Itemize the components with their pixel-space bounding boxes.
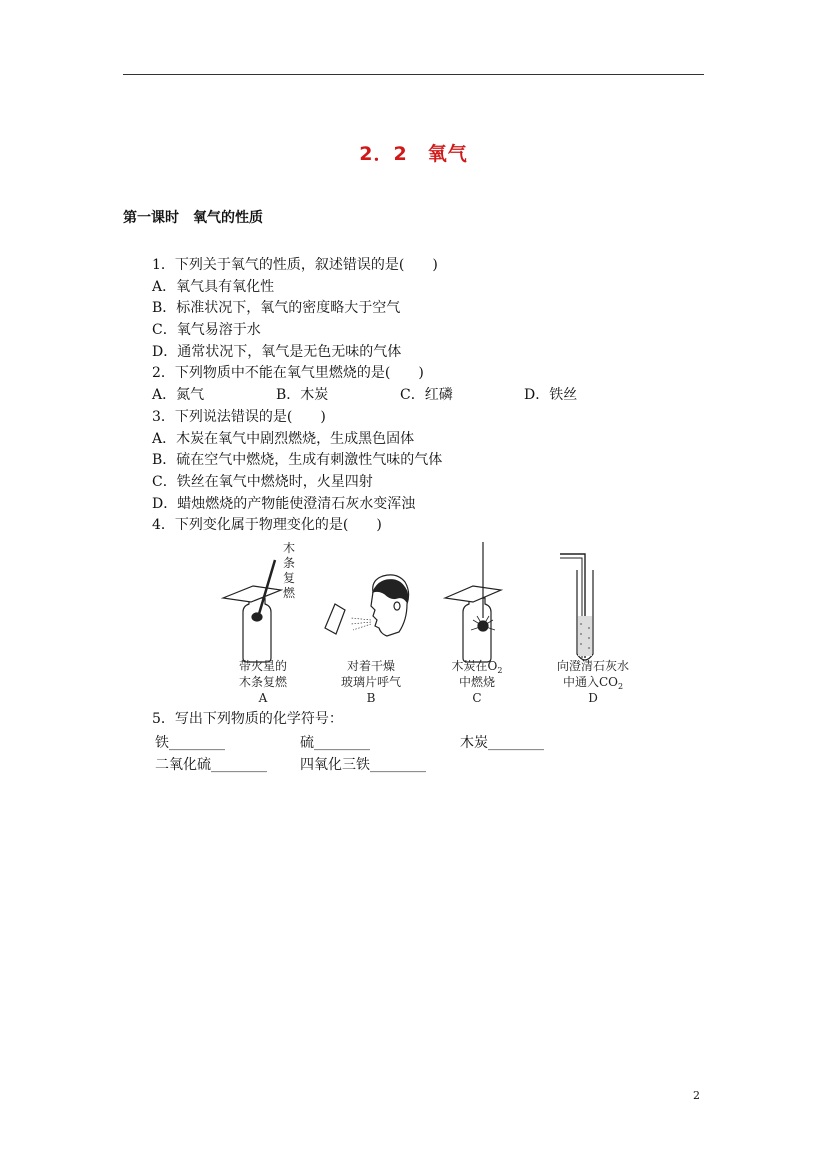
question-5-row-2 — [155, 755, 426, 775]
page-number: 2 — [693, 1089, 700, 1102]
question-2-option-d: D．铁丝 — [524, 387, 578, 403]
question-1-stem: 1．下列关于氧气的性质，叙述错误的是( ) — [152, 257, 438, 273]
panel-a-caption-2: 木条复燃 — [238, 675, 288, 689]
panel-c-letter: C — [472, 691, 482, 705]
panel-b-illustration — [325, 575, 409, 636]
header-rule — [123, 74, 704, 75]
panel-c-caption-1-sub: 2 — [497, 666, 503, 675]
splint-label-1: 木 — [283, 541, 296, 555]
question-2-stem: 2．下列物质中不能在氧气里燃烧的是( ) — [152, 365, 424, 381]
question-1-option-b: B．标准状况下，氧气的密度略大于空气 — [152, 300, 401, 316]
panel-d-illustration — [560, 554, 593, 660]
question-1-option-d: D．通常状况下，氧气是无色无味的气体 — [152, 344, 402, 360]
panel-b-letter: B — [366, 691, 376, 705]
question-3-stem: 3．下列说法错误的是( ) — [152, 409, 326, 425]
panel-c-caption-2: 中燃烧 — [458, 675, 496, 689]
panel-a-caption-1: 带火星的 — [238, 659, 288, 673]
question-3-option-b: B．硫在空气中燃烧，生成有刺激性气味的气体 — [152, 452, 443, 468]
panel-d-caption-1: 向澄清石灰水 — [556, 659, 630, 673]
panel-b-caption-1: 对着干燥 — [346, 659, 396, 673]
question-2-option-c: C．红磷 — [400, 387, 453, 403]
question-2-options — [152, 385, 577, 405]
question-1-option-a: A．氧气具有氧化性 — [152, 279, 275, 295]
question-2-option-a: A．氮气 — [152, 387, 205, 403]
splint-label-2: 条 — [283, 556, 296, 570]
question-4-stem: 4．下列变化属于物理变化的是( ) — [152, 517, 382, 533]
question-5-row-1 — [155, 733, 544, 753]
panel-c-caption-1-main: 木炭在O — [451, 659, 498, 673]
blank-sulfur[interactable]: 硫________ — [300, 735, 370, 751]
section-heading: 第一课时 氧气的性质 — [123, 210, 263, 226]
question-5-stem: 5．写出下列物质的化学符号： — [152, 711, 343, 727]
panel-d-caption-2 — [563, 674, 623, 691]
blank-ferrosoferric-oxide[interactable]: 四氧化三铁________ — [300, 757, 426, 773]
panel-a-illustration — [223, 560, 281, 662]
experiment-figure — [215, 540, 675, 710]
question-3-option-c: C．铁丝在氧气中燃烧时，火星四射 — [152, 474, 373, 490]
blank-iron[interactable]: 铁________ — [155, 735, 225, 751]
splint-label-4: 燃 — [283, 586, 296, 600]
panel-b-caption-2: 玻璃片呼气 — [340, 675, 402, 689]
panel-d-letter: D — [588, 691, 598, 705]
question-3-option-a: A．木炭在氧气中剧烈燃烧，生成黑色固体 — [152, 431, 415, 447]
panel-d-caption-2-sub: 2 — [617, 682, 624, 691]
panel-c-illustration — [445, 542, 501, 662]
question-3-option-d: D．蜡烛燃烧的产物能使澄清石灰水变浑浊 — [152, 496, 416, 512]
splint-label-3: 复 — [283, 571, 296, 585]
question-2-option-b: B．木炭 — [276, 387, 329, 403]
page-title: 2．2 氧气 — [359, 143, 468, 165]
panel-d-caption-2-main: 中通入CO — [562, 675, 618, 689]
blank-sulfur-dioxide[interactable]: 二氧化硫________ — [155, 757, 267, 773]
panel-a-letter: A — [258, 691, 268, 705]
blank-charcoal[interactable]: 木炭________ — [460, 735, 544, 751]
question-1-option-c: C．氧气易溶于水 — [152, 322, 261, 338]
panel-c-caption-1 — [452, 658, 503, 675]
